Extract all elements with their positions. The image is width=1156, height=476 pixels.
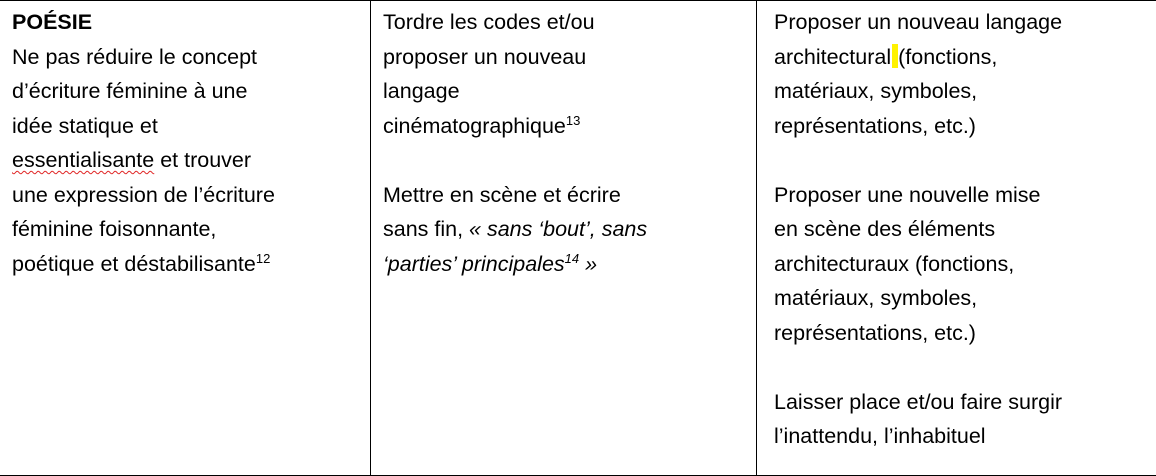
cell-text — [12, 5, 366, 281]
text-fragment: et trouver — [154, 148, 252, 172]
text-fragment: architectural — [774, 44, 892, 69]
text-line: une expression de l’écriture — [12, 182, 275, 207]
text-line — [774, 40, 1152, 75]
text-fragment: (fonctions, — [898, 44, 998, 69]
text-line: représentations, etc.) — [774, 113, 976, 138]
text-line: féminine foisonnante, — [12, 217, 217, 241]
text-line: Proposer une nouvelle mise — [774, 182, 1041, 207]
spellcheck-flagged-word[interactable]: essentialisante — [12, 148, 155, 172]
text-line: d’écriture féminine à une — [12, 79, 248, 103]
footnote-ref-13[interactable]: 13 — [565, 112, 581, 128]
text-fragment: sans fin, — [383, 217, 470, 241]
cell-text — [383, 5, 752, 281]
text-line: Ne pas réduire le concept — [12, 44, 258, 69]
cell-heading: POÉSIE — [12, 10, 93, 34]
blank-line — [383, 143, 752, 178]
table-cell-architecture[interactable] — [756, 1, 1156, 475]
text-line: idée statique et — [12, 113, 158, 138]
text-line — [12, 143, 366, 178]
text-line: en scène des éléments — [774, 217, 996, 241]
text-line: l’inattendu, l’inhabituel — [774, 424, 986, 448]
text-line — [12, 247, 366, 282]
table-cell-cinema[interactable] — [370, 1, 756, 475]
text-line: Tordre les codes et/ou — [383, 10, 595, 34]
text-line: matériaux, symboles, — [774, 286, 978, 310]
blank-line — [774, 350, 1152, 385]
blank-line — [774, 143, 1152, 178]
cell-text — [774, 5, 1152, 454]
text-line — [383, 247, 752, 282]
footnote-ref-12[interactable]: 12 — [255, 250, 271, 266]
text-line — [383, 109, 752, 144]
text-line: Proposer un nouveau langage — [774, 10, 1063, 34]
text-fragment: cinématographique — [383, 113, 566, 138]
text-line: proposer un nouveau — [383, 44, 587, 69]
text-fragment: poétique et déstabilisante — [12, 251, 256, 276]
quote-fragment: « sans ‘bout’, sans — [469, 217, 648, 241]
text-line: représentations, etc.) — [774, 320, 976, 345]
table-cell-poesie[interactable] — [0, 1, 370, 475]
text-line: Mettre en scène et écrire — [383, 182, 621, 207]
text-line: Laisser place et/ou faire surgir — [774, 389, 1063, 414]
text-line: architecturaux (fonctions, — [774, 251, 1015, 276]
text-line: matériaux, symboles, — [774, 79, 978, 103]
text-line — [383, 212, 752, 247]
text-line: langage — [383, 79, 460, 103]
quote-fragment: ‘parties’ principales — [383, 251, 565, 276]
quote-close: » — [579, 251, 598, 276]
footnote-ref-14[interactable]: 14 — [564, 250, 580, 266]
